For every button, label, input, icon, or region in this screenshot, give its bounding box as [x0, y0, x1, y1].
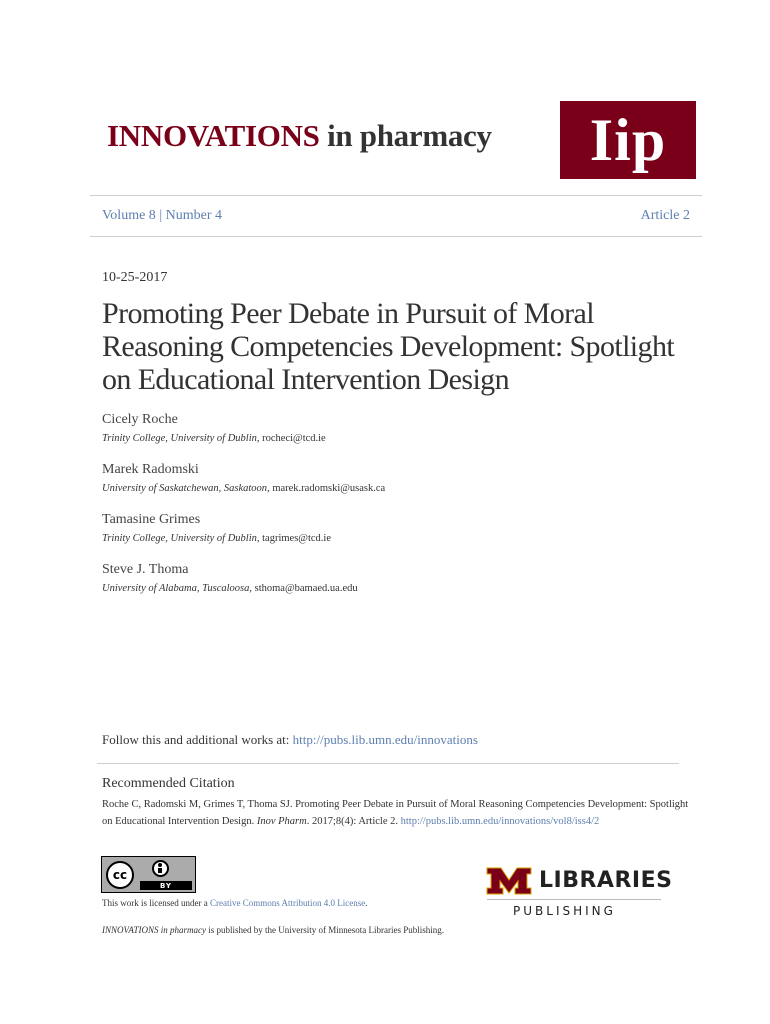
author-affiliation: [102, 433, 326, 444]
citation-body: Roche C, Radomski M, Grimes T, Thoma SJ. Promoting Peer Debate in Pursuit of Moral Reasoning Competencies Development: Spotlight on Educational Intervention Design.: [102, 799, 689, 827]
author-institution: Trinity College, University of Dublin: [102, 433, 257, 444]
citation-heading: Recommended Citation: [102, 776, 235, 791]
logo-publishing-text: PUBLISHING: [513, 904, 616, 918]
volume-separator: |: [155, 208, 166, 223]
author-email: , rocheci@tcd.ie: [256, 433, 326, 444]
header-divider-bottom: [90, 236, 702, 237]
journal-title-strong: INNOVATIONS: [107, 118, 320, 153]
author-email: , tagrimes@tcd.ie: [256, 533, 331, 544]
author-affiliation: [102, 583, 358, 594]
number-link[interactable]: Number 4: [165, 208, 223, 223]
umn-libraries-logo: [485, 866, 673, 920]
journal-title-rest: in pharmacy: [319, 118, 492, 153]
volume-link[interactable]: Volume 8: [102, 208, 156, 223]
publisher-line: [102, 925, 444, 935]
journal-title: [107, 118, 492, 154]
license-link[interactable]: Creative Commons Attribution 4.0 License: [209, 898, 366, 908]
journal-logo: [560, 101, 696, 179]
header-divider-top: [90, 195, 702, 196]
author-name: Marek Radomski: [102, 462, 199, 477]
article-title: Promoting Peer Debate in Pursuit of Moral Reasoning Competencies Development: Spotlight on Educational Intervention Design: [102, 297, 675, 396]
author-affiliation: [102, 533, 331, 544]
publisher-text: is published by the University of Minnesota Libraries Publishing.: [206, 925, 444, 935]
attribution-person-icon: [152, 860, 169, 877]
logo-divider: [487, 899, 661, 900]
publisher-journal: INNOVATIONS in pharmacy: [102, 925, 206, 935]
follow-text: Follow this and additional works at:: [102, 732, 293, 747]
author-name: Cicely Roche: [102, 412, 178, 427]
author-block: [102, 512, 331, 544]
author-institution: University of Alabama, Tuscaloosa: [102, 583, 250, 594]
author-email: , marek.radomski@usask.ca: [267, 483, 386, 494]
author-name: Tamasine Grimes: [102, 512, 201, 527]
author-name: Steve J. Thoma: [102, 562, 189, 577]
author-institution: University of Saskatchewan, Saskatoon: [102, 483, 268, 494]
citation-link[interactable]: http://pubs.lib.umn.edu/innovations/vol8/iss4/2: [400, 816, 600, 827]
license-line: [102, 898, 367, 908]
author-block: [102, 562, 358, 594]
cc-icon: [106, 861, 134, 889]
author-block: [102, 462, 385, 494]
cc-license-badge[interactable]: [101, 856, 196, 893]
author-institution: Trinity College, University of Dublin: [102, 533, 257, 544]
citation-journal: Inov Pharm: [256, 816, 307, 827]
umn-m-icon: [485, 866, 533, 896]
citation-divider: [97, 763, 679, 764]
article-link[interactable]: Article 2: [640, 208, 690, 223]
follow-link[interactable]: http://pubs.lib.umn.edu/innovations: [292, 732, 478, 747]
citation-body-end: . 2017;8(4): Article 2.: [306, 816, 401, 827]
by-label: BY: [140, 881, 192, 890]
author-block: [102, 412, 326, 444]
cc-icon-label: cc: [112, 868, 128, 882]
volume-number: [102, 208, 222, 224]
author-email: , sthoma@bamaed.ua.edu: [249, 583, 358, 594]
citation-text: [102, 796, 692, 830]
journal-logo-text: Iip: [589, 106, 667, 173]
follow-line: [102, 732, 478, 748]
author-affiliation: [102, 483, 385, 494]
publication-date: 10-25-2017: [102, 270, 168, 285]
license-suffix: .: [365, 898, 368, 908]
logo-libraries-text: LIBRARIES: [539, 868, 673, 893]
license-prefix: This work is licensed under a: [102, 898, 210, 908]
